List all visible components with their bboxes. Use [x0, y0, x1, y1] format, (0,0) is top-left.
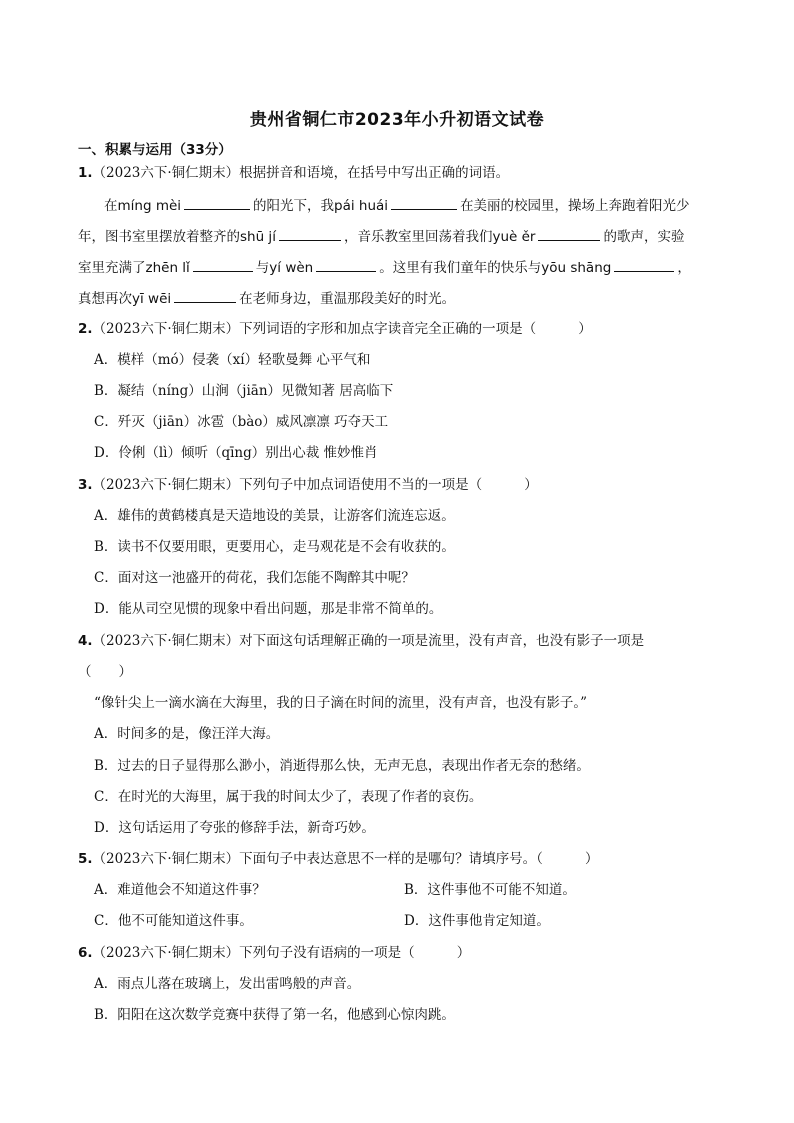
answer-blank[interactable]	[279, 226, 341, 241]
option-c: C．他不可能知道这件事。	[94, 913, 253, 929]
answer-paren[interactable]: （ ）	[78, 664, 132, 680]
question-5: 5.（2023六下·铜仁期末）下面句子中表达意思不一样的是哪句？请填序号。（ ）	[78, 851, 599, 867]
page-title: 贵州省铜仁市2023年小升初语文试卷	[249, 110, 545, 130]
option-c: C．面对这一池盛开的荷花，我们怎能不陶醉其中呢？	[94, 570, 415, 586]
answer-blank[interactable]	[391, 195, 457, 210]
option-b: B．这件事他不可能不知道。	[404, 882, 576, 898]
question-number: 3.	[78, 477, 93, 493]
pinyin: yuè ěr	[492, 229, 536, 245]
question-number: 6.	[78, 945, 93, 961]
option-b: B．读书不仅要用眼，更要用心，走马观花是不会有收获的。	[94, 539, 455, 555]
q1-line-3: 室里充满了zhēn lǐ 与yí wèn 。这里有我们童年的快乐与yōu shāng ，	[78, 257, 691, 278]
option-b: B．凝结（níng）山涧（jiān）见微知著 居高临下	[94, 383, 394, 399]
answer-blank[interactable]	[538, 226, 600, 241]
section-heading: 一、积累与运用（33分）	[78, 142, 232, 158]
question-1	[78, 163, 509, 183]
option-d: D．这件事他肯定知道。	[404, 913, 550, 929]
option-d: D．能从司空见惯的现象中看出问题，那是非常不简单的。	[94, 601, 443, 617]
pinyin: míng mèi	[117, 198, 182, 214]
question-text: （2023六下·铜仁期末）下列句子没有语病的一项是（	[92, 945, 415, 961]
option-b: B．阳阳在这次数学竞赛中获得了第一名，他感到心惊肉跳。	[94, 1007, 455, 1023]
option-a: A．时间多的是，像汪洋大海。	[94, 726, 280, 742]
answer-blank[interactable]	[174, 288, 236, 303]
option-c: C．歼灭（jiān）冰雹（bào）威风凛凛 巧夺天工	[94, 414, 389, 430]
answer-blank[interactable]	[316, 257, 376, 272]
question-text: （2023六下·铜仁期末）下列词语的字形和加点字读音完全正确的一项是（	[92, 321, 537, 337]
question-6: 6.（2023六下·铜仁期末）下列句子没有语病的一项是（ ）	[78, 945, 471, 961]
question-3: 3.（2023六下·铜仁期末）下列句子中加点词语使用不当的一项是（ ）	[78, 477, 538, 493]
pinyin: zhēn lǐ	[145, 260, 190, 276]
pinyin: pái huái	[334, 198, 389, 214]
pinyin: shū jí	[240, 229, 276, 245]
question-text: （2023六下·铜仁期末）下列句子中加点词语使用不当的一项是（	[92, 477, 483, 493]
quoted-sentence: “像针尖上一滴水滴在大海里，我的日子滴在时间的流里，没有声音，也没有影子。”	[94, 695, 588, 711]
option-d: D．伶俐（lì）倾听（qīng）别出心裁 惟妙惟肖	[94, 445, 378, 461]
option-a: A．难道他会不知道这件事？	[94, 882, 266, 898]
q1-line-1: 在míng mèi 的阳光下，我pái huái 在美丽的校园里，操场上奔跑着阳光少	[104, 195, 690, 216]
option-a: A．模样（mó）侵袭（xí）轻歌曼舞 心平气和	[94, 352, 371, 368]
answer-blank[interactable]	[184, 195, 250, 210]
question-text: （2023六下·铜仁期末）对下面这句话理解正确的一项是流里，没有声音，也没有影子一项是	[92, 633, 645, 649]
option-a: A．雨点儿落在玻璃上，发出雷鸣般的声音。	[94, 976, 361, 992]
option-b: B．过去的日子显得那么渺小，消逝得那么快，无声无息，表现出作者无奈的愁绪。	[94, 758, 590, 774]
question-text: （2023六下·铜仁期末）下面句子中表达意思不一样的是哪句？请填序号。（	[92, 851, 543, 867]
pinyin: yí wèn	[269, 260, 314, 276]
question-number: 1.	[78, 165, 93, 181]
answer-blank[interactable]	[193, 257, 253, 272]
option-c: C．在时光的大海里，属于我的时间太少了，表现了作者的哀伤。	[94, 789, 483, 805]
pinyin: yī wēi	[132, 291, 172, 307]
pinyin: yōu shāng	[541, 260, 612, 276]
option-d: D．这句话运用了夸张的修辞手法，新奇巧妙。	[94, 820, 375, 836]
question-text: （2023六下·铜仁期末）根据拼音和语境，在括号中写出正确的词语。	[92, 165, 510, 181]
question-2: 2.（2023六下·铜仁期末）下列词语的字形和加点字读音完全正确的一项是（ ）	[78, 321, 592, 337]
option-a: A．雄伟的黄鹤楼真是天造地设的美景，让游客们流连忘返。	[94, 508, 455, 524]
q1-line-2: 年，图书室里摆放着整齐的shū jí ，音乐教室里回荡着我们yuè ěr 的歌声，实验	[78, 226, 684, 247]
question-number: 5.	[78, 851, 93, 867]
answer-blank[interactable]	[614, 257, 674, 272]
q1-line-4: 真想再次yī wēi 在老师身边，重温那段美好的时光。	[78, 288, 455, 309]
question-4	[78, 631, 644, 651]
question-number: 4.	[78, 633, 93, 649]
question-number: 2.	[78, 321, 93, 337]
